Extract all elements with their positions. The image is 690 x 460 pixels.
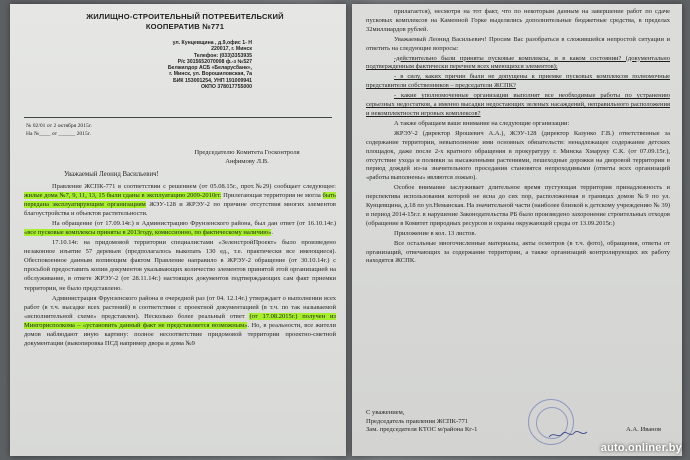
paragraph: [366, 120, 670, 129]
paragraph: [366, 240, 670, 267]
salutation: Уважаемый Леонид Васильевич!: [64, 171, 159, 178]
signer-name: А.А. Иванов: [626, 426, 662, 433]
signature-block: [366, 409, 666, 435]
org-header: [80, 12, 290, 32]
paragraph: [366, 130, 670, 183]
text-run: Уважаемый Леонид Васильевич! Просим Вас разобраться в сложившейся непростой ситуации и ответить на следующие вопросы:: [366, 35, 670, 52]
letter-body-page-1: [24, 182, 336, 349]
text-run: На обращение (от 17.09.14г.) в Администрацию Фрунзенского района, был дан ответ (от 16.10.14г.): [52, 220, 336, 228]
paragraph: [366, 73, 670, 91]
reply-reference: На №____ от ______ 2015г.: [26, 131, 91, 137]
paragraph: [366, 230, 670, 239]
signer-title: Зам. председателя КТОС м/района Кг-1: [366, 426, 478, 434]
paragraph: [24, 219, 336, 237]
outgoing-number-block: [26, 122, 92, 138]
letter-page-2: [352, 4, 682, 456]
requisites: [132, 40, 252, 90]
requisite-line: 220017, г. Минск: [211, 46, 252, 53]
text-run: . Но, в реальности, все жители домов наблюдают иную картину: полное несоответствие придомовой территории проектно-сметной документации (выкопировка ПСД например двора и дома №9: [24, 321, 336, 347]
underlined-question: - какие уполномоченные организации выполнят все необходимые работы по устранению серьезных недостатков, а именно высадки недостающих зеленых насаждений, неправильного расположения и некомплектности игровых комплексов?: [366, 92, 670, 117]
closing: С уважением,: [366, 409, 405, 416]
org-header-line: КООПЕРАТИВ №771: [145, 22, 225, 31]
watermark: auto.onliner.by: [600, 442, 682, 454]
text-run: .: [271, 229, 273, 237]
header-divider: [24, 117, 332, 118]
text-run: Приложение в кол. 13 листов.: [394, 229, 477, 237]
requisite-line: Телефон: (033)3353935: [193, 52, 252, 59]
paragraph: [366, 55, 670, 73]
signer-title: Председатель правления ЖСПК-771: [366, 417, 469, 425]
requisite-line: Белжилдор АСБ «Беларусбанк»,: [167, 65, 252, 72]
text-run: Администрация Фрунзенского района в очередной раз (от 04. 12.14г.) утверждает о выполнении всех работ (в т.ч. высадке всех растений) в соответствии с проектной документацией (в т.ч. по так называемой «исполнительной схеме» представлен). Несколько более реальный ответ: [24, 294, 336, 320]
addressee-line: Анфимову Л.В.: [225, 158, 269, 165]
org-header-line: ЖИЛИЩНО-СТРОИТЕЛЬНЫЙ ПОТРЕБИТЕЛЬСКИЙ: [86, 12, 284, 21]
requisite-line: ОКПО 378017755000: [200, 84, 252, 91]
paragraph: [366, 92, 670, 119]
text-run: ЖРЭУ-2 (директор Ярошевич А.А.), ЖЭУ-128 (директор Казунко Г.В.) ответственные за содержание территории, невыполнение ими основных обязательств: ненадлежащее содержание детских площадок, даже после 2-х кратного обращения в прокуратуру г. Минска Хмаруку С.К. (от 07.09.15г.), отсутствие ухода и поливки за высаженными растениями, пешеходные дорожки на дворовой территории в период дождей из-за значительного проседания становятся непроходимыми (ответы всех организаций «работы выполнены» являются ложью).: [366, 129, 670, 182]
addressee: [158, 148, 336, 166]
text-run: прилагается), несмотря на тот факт, что по некоторым данным на завершение работ по сдаче пусковых комплексов на Каменной Горке выделялись дополнительные бюджетные средства, в пределах 32миллиардов рублей.: [366, 8, 670, 33]
requisite-line: Р/с 3015652070008 ф.-з №527: [177, 58, 252, 65]
requisite-line: ул. Кунцевщина , д.9,офис 1- Н: [172, 40, 252, 46]
handwritten-signature: [548, 430, 588, 440]
highlighted-text: быть передана эксплуатирующим организациям: [24, 192, 337, 209]
paragraph: [366, 8, 670, 35]
paragraph: [24, 182, 336, 218]
highlighted-text: (от 17.08.2015г.) получен из Мингорисполкома – «установить данный факт не представляется возможным»: [24, 312, 336, 329]
underlined-question: -действительно были приняты пусковые комплексы, и в каком состоянии? (документально подтвержденным фактически перечнем всех имеющихся элементов);: [366, 54, 670, 71]
text-run: А также обращаем ваше внимание на следующие организации:: [394, 119, 570, 127]
letter-body-page-2: [366, 8, 670, 267]
requisite-line: БИК 153001254, УНП 191009941: [172, 77, 252, 84]
requisite-line: г. Минск, ул. Ворошиловская, 7а: [169, 71, 252, 78]
highlighted-text: «все пусковые комплексы приняты в 2013году, комиссионно, по фактическому наличию»: [24, 229, 272, 237]
outgoing-number: № 02/01 от 2 октября 2015г.: [26, 123, 92, 129]
text-run: Все остальные многочисленные материалы, акты осмотров (в т.ч. фото), обращения, ответы от организаций, отвечающих за содержание территории, а также организаций контролирующих их работу находятся ЖСПК.: [366, 239, 670, 265]
text-run: Особое внимание заслуживает длительное время пустующая территория принадлежность и перспектива использования которой не ясна до сих пор, расположенная в границах домов №9 по ул. Кунцевщина, д.18 по ул.Неманская. На значительной части (наиболее близкой к детскому учреждению № 39) в период 2014-15г.г. в нарушение Законодательства РБ было произведено захоронение строительных отходов (обращение в Комитет природных ресурсов и охраны окружающей среды от 13.09.2015г.): [366, 184, 670, 227]
addressee-line: Председателю Комитета Госконтроля: [194, 149, 300, 156]
text-run: Правление ЖСПК-771 в соответствии с решением (от 05.08.15г., прот.№29) сообщает следующее:: [52, 183, 336, 190]
text-run: ЖЭУ-128 и ЖРЭУ-2 по причине отсутствия многих элементов благоустройства и объектов растительности.: [24, 201, 336, 218]
highlighted-text: жилые дома №7, 9, 11, 13, 15 были сданы в эксплуатацию 2009-2010гг.: [24, 192, 222, 200]
paragraph: [24, 294, 336, 348]
paragraph: [366, 36, 670, 54]
paragraph: [24, 238, 336, 292]
letter-page-1: [10, 4, 346, 456]
underlined-question: - в силу, каких причин были не допущены к приемке пусковых комплексов полномочные представители собственников – председатели ЖСПК?: [366, 73, 670, 90]
text-run: Прилегающая территория не могла: [221, 192, 323, 200]
paragraph: [366, 184, 670, 229]
text-run: 17.10.14г. на придомовой территории специалистами «ЗеленстройПроект» было произведено незаконное изъятие 57 деревьев (предполагалось выкопать 130 ед., т.е. практически все имеющиеся). Обеспокоенное данным вопиющим фактом Правление направило в ЖРЭУ-2 обращение (от 30.10.14г.) с просьбой предоставить копии документов указывающих количество элементов принятой этой организацией на обслуживание, в ответе ЖРЭУ-2 (от 28.11.14г.) настоящих документов подтверждающих сам факт приемки территории, не было представлено.: [24, 239, 336, 292]
